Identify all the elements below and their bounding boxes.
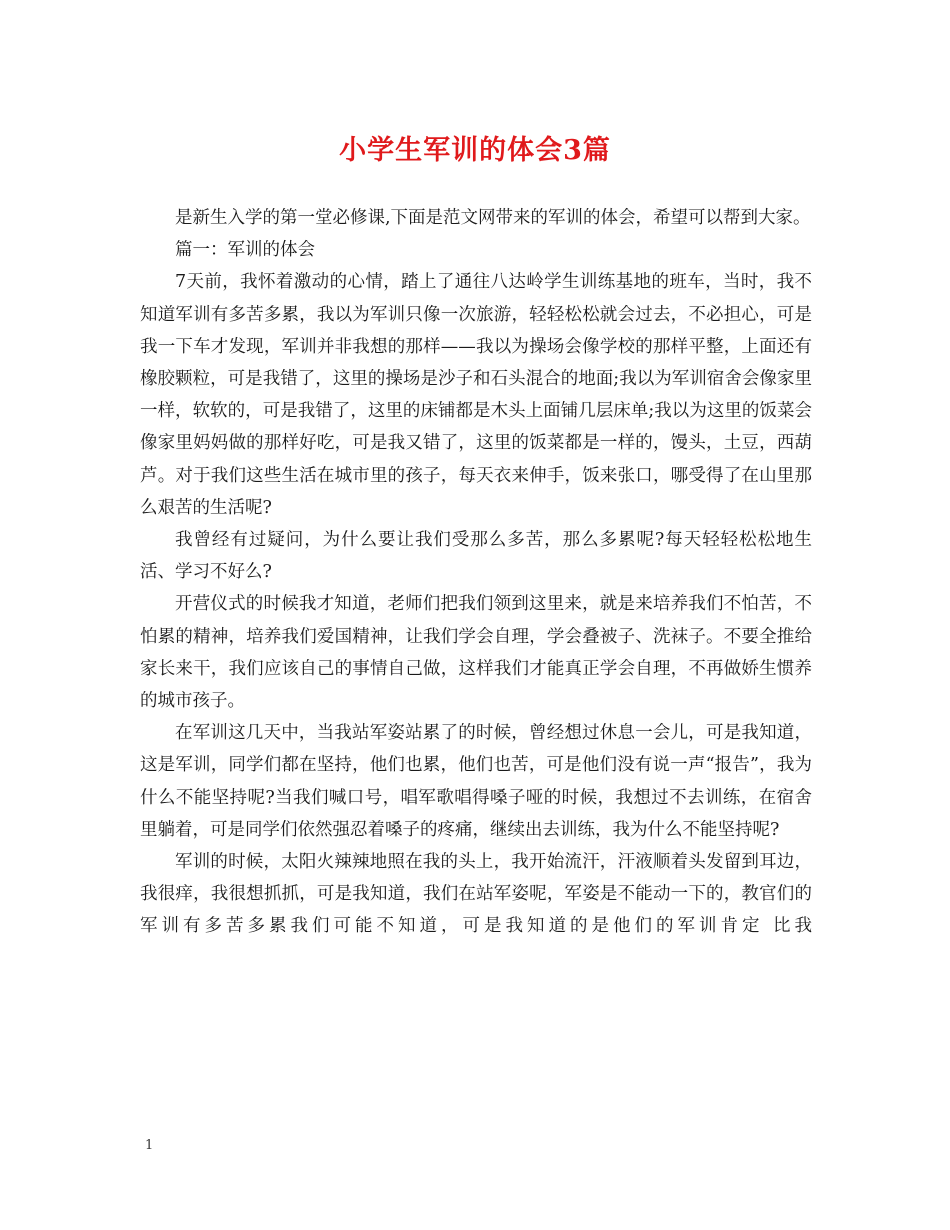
paragraph: 7天前，我怀着激动的心情，踏上了通往八达岭学生训练基地的班车，当时，我不知道军训有多苦多累，我以为军训只像一次旅游，轻轻松松就会过去，不必担心，可是我一下车才发现，军训并非我想的那样——我以为操场会像学校的那样平整，上面还有橡胶颗粒，可是我错了，这里的操场是沙子和石头混合的地面;我以为军训宿舍会像家里一样，软软的，可是我错了，这里的床铺都是木头上面铺几层床单;我以为这里的饭菜会像家里妈妈做的那样好吃，可是我又错了，这里的饭菜都是一样的，馒头，土豆，西葫芦。对于我们这些生活在城市里的孩子，每天衣来伸手，饭来张口，哪受得了在山里那么艰苦的生活呢? [140, 272, 812, 518]
paragraph: 在军训这几天中，当我站军姿站累了的时候，曾经想过休息一会儿，可是我知道，这是军训，同学们都在坚持，他们也累，他们也苦，可是他们没有说一声“报告”，我为什么不能坚持呢?当我们喊口号，唱军歌唱得嗓子哑的时候，我想过不去训练，在宿舍里躺着，可是同学们依然强忍着嗓子的疼痛，继续出去训练，我为什么不能坚持呢? [140, 723, 812, 840]
page-number: 1 [145, 1138, 154, 1153]
paragraph: 军训的时候，太阳火辣辣地照在我的头上，我开始流汗，汗液顺着头发留到耳边，我很痒，我很想抓抓，可是我知道，我们在站军姿呢，军姿是不能动一下的，教官们的军训有多苦多累我们可能不知道，可是我知道的是他们的军训肯定 比我 [140, 852, 812, 937]
document-body [140, 202, 812, 943]
paragraph: 开营仪式的时候我才知道，老师们把我们领到这里来，就是来培养我们不怕苦，不怕累的精神，培养我们爱国精神，让我们学会自理，学会叠被子、洗袜子。不要全推给家长来干，我们应该自己的事情自己做，这样我们才能真正学会自理，不再做娇生惯养的城市孩子。 [140, 594, 812, 712]
paragraph: 我曾经有过疑问，为什么要让我们受那么多苦，那么多累呢?每天轻轻松松地生活、学习不好么? [140, 530, 812, 583]
document-title: 小学生军训的体会3篇 [339, 135, 611, 166]
section-heading: 篇一：军训的体会 [175, 240, 315, 261]
paragraph-intro: 是新生入学的第一堂必修课,下面是范文网带来的军训的体会，希望可以帮到大家。 [175, 208, 811, 228]
